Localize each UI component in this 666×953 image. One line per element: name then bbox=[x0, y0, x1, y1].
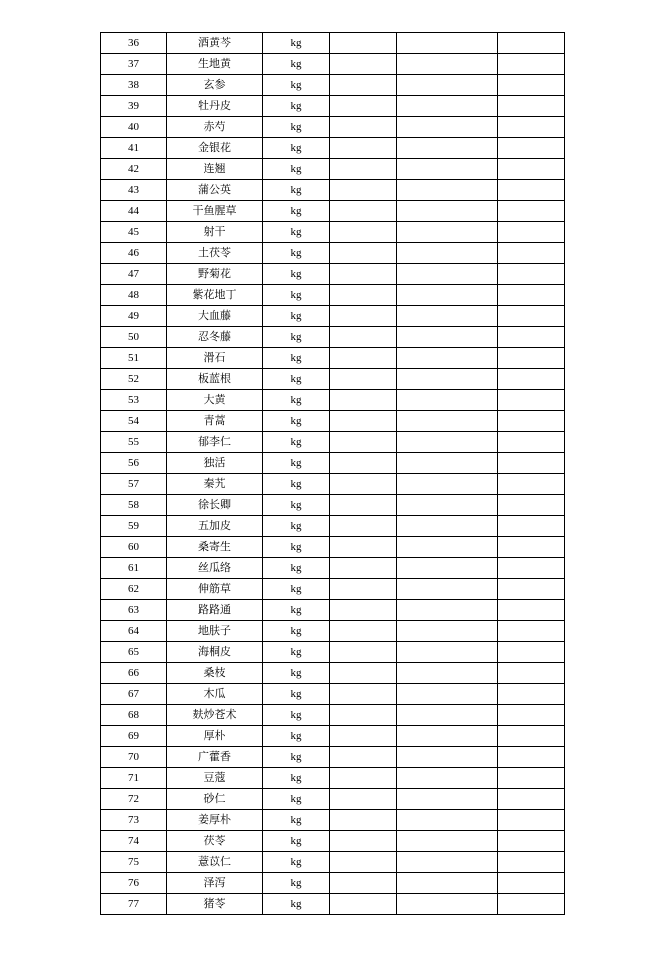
remark-cell bbox=[498, 852, 565, 873]
table-row bbox=[101, 180, 565, 201]
item-number-cell: 41 bbox=[101, 138, 167, 159]
table-row bbox=[101, 663, 565, 684]
herb-price-table bbox=[100, 32, 565, 915]
quantity-cell bbox=[330, 642, 397, 663]
item-number-cell: 75 bbox=[101, 852, 167, 873]
item-number-cell: 66 bbox=[101, 663, 167, 684]
unit-cell: kg bbox=[263, 117, 330, 138]
herb-name-cell: 射干 bbox=[167, 222, 263, 243]
table-row bbox=[101, 411, 565, 432]
item-number-cell: 55 bbox=[101, 432, 167, 453]
quantity-cell bbox=[330, 558, 397, 579]
price-cell bbox=[397, 33, 498, 54]
remark-cell bbox=[498, 537, 565, 558]
item-number-cell: 58 bbox=[101, 495, 167, 516]
item-number-cell: 45 bbox=[101, 222, 167, 243]
item-number-cell: 42 bbox=[101, 159, 167, 180]
price-cell bbox=[397, 537, 498, 558]
herb-name-cell: 砂仁 bbox=[167, 789, 263, 810]
table-row bbox=[101, 138, 565, 159]
unit-cell: kg bbox=[263, 684, 330, 705]
price-cell bbox=[397, 306, 498, 327]
unit-cell: kg bbox=[263, 201, 330, 222]
item-number-cell: 77 bbox=[101, 894, 167, 915]
remark-cell bbox=[498, 411, 565, 432]
table-row bbox=[101, 852, 565, 873]
price-cell bbox=[397, 873, 498, 894]
remark-cell bbox=[498, 348, 565, 369]
unit-cell: kg bbox=[263, 327, 330, 348]
price-cell bbox=[397, 285, 498, 306]
remark-cell bbox=[498, 894, 565, 915]
item-number-cell: 53 bbox=[101, 390, 167, 411]
item-number-cell: 61 bbox=[101, 558, 167, 579]
unit-cell: kg bbox=[263, 579, 330, 600]
table-row bbox=[101, 495, 565, 516]
remark-cell bbox=[498, 495, 565, 516]
table-row bbox=[101, 558, 565, 579]
herb-name-cell: 牡丹皮 bbox=[167, 96, 263, 117]
item-number-cell: 62 bbox=[101, 579, 167, 600]
unit-cell: kg bbox=[263, 831, 330, 852]
price-cell bbox=[397, 768, 498, 789]
herb-name-cell: 木瓜 bbox=[167, 684, 263, 705]
table-row bbox=[101, 579, 565, 600]
table-row bbox=[101, 642, 565, 663]
item-number-cell: 72 bbox=[101, 789, 167, 810]
price-cell bbox=[397, 747, 498, 768]
price-cell bbox=[397, 558, 498, 579]
remark-cell bbox=[498, 222, 565, 243]
herb-name-cell: 滑石 bbox=[167, 348, 263, 369]
price-cell bbox=[397, 243, 498, 264]
quantity-cell bbox=[330, 705, 397, 726]
unit-cell: kg bbox=[263, 705, 330, 726]
quantity-cell bbox=[330, 327, 397, 348]
herb-name-cell: 大黄 bbox=[167, 390, 263, 411]
price-cell bbox=[397, 348, 498, 369]
quantity-cell bbox=[330, 726, 397, 747]
remark-cell bbox=[498, 75, 565, 96]
herb-name-cell: 紫花地丁 bbox=[167, 285, 263, 306]
quantity-cell bbox=[330, 369, 397, 390]
remark-cell bbox=[498, 159, 565, 180]
price-cell bbox=[397, 642, 498, 663]
item-number-cell: 69 bbox=[101, 726, 167, 747]
unit-cell: kg bbox=[263, 222, 330, 243]
table-row bbox=[101, 537, 565, 558]
quantity-cell bbox=[330, 663, 397, 684]
unit-cell: kg bbox=[263, 411, 330, 432]
unit-cell: kg bbox=[263, 138, 330, 159]
unit-cell: kg bbox=[263, 516, 330, 537]
item-number-cell: 47 bbox=[101, 264, 167, 285]
item-number-cell: 52 bbox=[101, 369, 167, 390]
item-number-cell: 36 bbox=[101, 33, 167, 54]
table-row bbox=[101, 684, 565, 705]
herb-name-cell: 豆蔻 bbox=[167, 768, 263, 789]
table-row bbox=[101, 348, 565, 369]
remark-cell bbox=[498, 558, 565, 579]
price-cell bbox=[397, 453, 498, 474]
quantity-cell bbox=[330, 117, 397, 138]
quantity-cell bbox=[330, 621, 397, 642]
quantity-cell bbox=[330, 537, 397, 558]
herb-name-cell: 酒黄芩 bbox=[167, 33, 263, 54]
herb-name-cell: 厚朴 bbox=[167, 726, 263, 747]
item-number-cell: 39 bbox=[101, 96, 167, 117]
table-row bbox=[101, 768, 565, 789]
remark-cell bbox=[498, 831, 565, 852]
price-cell bbox=[397, 684, 498, 705]
price-cell bbox=[397, 663, 498, 684]
herb-name-cell: 郁李仁 bbox=[167, 432, 263, 453]
herb-name-cell: 干鱼腥草 bbox=[167, 201, 263, 222]
herb-name-cell: 麸炒苍术 bbox=[167, 705, 263, 726]
remark-cell bbox=[498, 390, 565, 411]
quantity-cell bbox=[330, 579, 397, 600]
price-cell bbox=[397, 369, 498, 390]
unit-cell: kg bbox=[263, 180, 330, 201]
price-cell bbox=[397, 201, 498, 222]
table-row bbox=[101, 117, 565, 138]
remark-cell bbox=[498, 474, 565, 495]
remark-cell bbox=[498, 600, 565, 621]
price-cell bbox=[397, 600, 498, 621]
remark-cell bbox=[498, 789, 565, 810]
unit-cell: kg bbox=[263, 768, 330, 789]
remark-cell bbox=[498, 117, 565, 138]
unit-cell: kg bbox=[263, 390, 330, 411]
price-cell bbox=[397, 726, 498, 747]
unit-cell: kg bbox=[263, 432, 330, 453]
price-cell bbox=[397, 474, 498, 495]
item-number-cell: 38 bbox=[101, 75, 167, 96]
remark-cell bbox=[498, 138, 565, 159]
price-cell bbox=[397, 789, 498, 810]
table-row bbox=[101, 390, 565, 411]
herb-name-cell: 桑寄生 bbox=[167, 537, 263, 558]
price-cell bbox=[397, 810, 498, 831]
table-row bbox=[101, 831, 565, 852]
remark-cell bbox=[498, 579, 565, 600]
quantity-cell bbox=[330, 768, 397, 789]
table-row bbox=[101, 789, 565, 810]
unit-cell: kg bbox=[263, 537, 330, 558]
item-number-cell: 57 bbox=[101, 474, 167, 495]
quantity-cell bbox=[330, 75, 397, 96]
unit-cell: kg bbox=[263, 159, 330, 180]
price-cell bbox=[397, 264, 498, 285]
table-row bbox=[101, 306, 565, 327]
item-number-cell: 49 bbox=[101, 306, 167, 327]
remark-cell bbox=[498, 54, 565, 75]
price-cell bbox=[397, 852, 498, 873]
table-row bbox=[101, 33, 565, 54]
price-cell bbox=[397, 117, 498, 138]
remark-cell bbox=[498, 768, 565, 789]
quantity-cell bbox=[330, 474, 397, 495]
quantity-cell bbox=[330, 159, 397, 180]
table-row bbox=[101, 726, 565, 747]
remark-cell bbox=[498, 369, 565, 390]
remark-cell bbox=[498, 180, 565, 201]
item-number-cell: 54 bbox=[101, 411, 167, 432]
unit-cell: kg bbox=[263, 264, 330, 285]
unit-cell: kg bbox=[263, 600, 330, 621]
remark-cell bbox=[498, 705, 565, 726]
unit-cell: kg bbox=[263, 894, 330, 915]
price-cell bbox=[397, 159, 498, 180]
herb-name-cell: 大血藤 bbox=[167, 306, 263, 327]
table-row bbox=[101, 159, 565, 180]
quantity-cell bbox=[330, 894, 397, 915]
item-number-cell: 71 bbox=[101, 768, 167, 789]
remark-cell bbox=[498, 642, 565, 663]
price-cell bbox=[397, 327, 498, 348]
quantity-cell bbox=[330, 516, 397, 537]
table-row bbox=[101, 873, 565, 894]
quantity-cell bbox=[330, 285, 397, 306]
quantity-cell bbox=[330, 600, 397, 621]
remark-cell bbox=[498, 306, 565, 327]
herb-name-cell: 广藿香 bbox=[167, 747, 263, 768]
unit-cell: kg bbox=[263, 789, 330, 810]
price-cell bbox=[397, 894, 498, 915]
quantity-cell bbox=[330, 432, 397, 453]
remark-cell bbox=[498, 663, 565, 684]
table-row bbox=[101, 432, 565, 453]
remark-cell bbox=[498, 243, 565, 264]
item-number-cell: 56 bbox=[101, 453, 167, 474]
herb-name-cell: 五加皮 bbox=[167, 516, 263, 537]
herb-name-cell: 地肤子 bbox=[167, 621, 263, 642]
herb-name-cell: 猪苓 bbox=[167, 894, 263, 915]
herb-name-cell: 秦艽 bbox=[167, 474, 263, 495]
herb-name-cell: 板蓝根 bbox=[167, 369, 263, 390]
herb-name-cell: 青蒿 bbox=[167, 411, 263, 432]
unit-cell: kg bbox=[263, 243, 330, 264]
remark-cell bbox=[498, 201, 565, 222]
table-row bbox=[101, 747, 565, 768]
price-cell bbox=[397, 138, 498, 159]
remark-cell bbox=[498, 432, 565, 453]
table-row bbox=[101, 894, 565, 915]
unit-cell: kg bbox=[263, 306, 330, 327]
quantity-cell bbox=[330, 306, 397, 327]
price-cell bbox=[397, 495, 498, 516]
herb-name-cell: 海桐皮 bbox=[167, 642, 263, 663]
unit-cell: kg bbox=[263, 348, 330, 369]
price-cell bbox=[397, 180, 498, 201]
table-row bbox=[101, 705, 565, 726]
quantity-cell bbox=[330, 684, 397, 705]
remark-cell bbox=[498, 264, 565, 285]
table-row bbox=[101, 285, 565, 306]
item-number-cell: 74 bbox=[101, 831, 167, 852]
item-number-cell: 46 bbox=[101, 243, 167, 264]
table-row bbox=[101, 222, 565, 243]
remark-cell bbox=[498, 285, 565, 306]
herb-name-cell: 路路通 bbox=[167, 600, 263, 621]
unit-cell: kg bbox=[263, 75, 330, 96]
quantity-cell bbox=[330, 453, 397, 474]
quantity-cell bbox=[330, 96, 397, 117]
remark-cell bbox=[498, 810, 565, 831]
herb-name-cell: 桑枝 bbox=[167, 663, 263, 684]
quantity-cell bbox=[330, 33, 397, 54]
unit-cell: kg bbox=[263, 747, 330, 768]
price-cell bbox=[397, 96, 498, 117]
quantity-cell bbox=[330, 222, 397, 243]
herb-name-cell: 薏苡仁 bbox=[167, 852, 263, 873]
price-cell bbox=[397, 579, 498, 600]
item-number-cell: 44 bbox=[101, 201, 167, 222]
item-number-cell: 37 bbox=[101, 54, 167, 75]
remark-cell bbox=[498, 726, 565, 747]
unit-cell: kg bbox=[263, 285, 330, 306]
herb-name-cell: 土茯苓 bbox=[167, 243, 263, 264]
quantity-cell bbox=[330, 201, 397, 222]
table-row bbox=[101, 201, 565, 222]
quantity-cell bbox=[330, 747, 397, 768]
table-row bbox=[101, 600, 565, 621]
remark-cell bbox=[498, 621, 565, 642]
quantity-cell bbox=[330, 390, 397, 411]
herb-name-cell: 蒲公英 bbox=[167, 180, 263, 201]
unit-cell: kg bbox=[263, 810, 330, 831]
unit-cell: kg bbox=[263, 558, 330, 579]
herb-name-cell: 金银花 bbox=[167, 138, 263, 159]
remark-cell bbox=[498, 516, 565, 537]
table-row bbox=[101, 327, 565, 348]
table-row bbox=[101, 96, 565, 117]
remark-cell bbox=[498, 873, 565, 894]
remark-cell bbox=[498, 684, 565, 705]
table-row bbox=[101, 453, 565, 474]
quantity-cell bbox=[330, 264, 397, 285]
unit-cell: kg bbox=[263, 663, 330, 684]
remark-cell bbox=[498, 327, 565, 348]
unit-cell: kg bbox=[263, 726, 330, 747]
herb-name-cell: 徐长卿 bbox=[167, 495, 263, 516]
item-number-cell: 59 bbox=[101, 516, 167, 537]
herb-name-cell: 茯苓 bbox=[167, 831, 263, 852]
item-number-cell: 43 bbox=[101, 180, 167, 201]
remark-cell bbox=[498, 747, 565, 768]
item-number-cell: 50 bbox=[101, 327, 167, 348]
price-cell bbox=[397, 621, 498, 642]
item-number-cell: 51 bbox=[101, 348, 167, 369]
quantity-cell bbox=[330, 810, 397, 831]
herb-name-cell: 伸筋草 bbox=[167, 579, 263, 600]
price-cell bbox=[397, 54, 498, 75]
table-row bbox=[101, 369, 565, 390]
unit-cell: kg bbox=[263, 642, 330, 663]
item-number-cell: 68 bbox=[101, 705, 167, 726]
item-number-cell: 73 bbox=[101, 810, 167, 831]
price-cell bbox=[397, 390, 498, 411]
herb-name-cell: 生地黄 bbox=[167, 54, 263, 75]
item-number-cell: 40 bbox=[101, 117, 167, 138]
table-body bbox=[101, 33, 565, 915]
herb-name-cell: 忍冬藤 bbox=[167, 327, 263, 348]
table-row bbox=[101, 54, 565, 75]
item-number-cell: 64 bbox=[101, 621, 167, 642]
herb-name-cell: 丝瓜络 bbox=[167, 558, 263, 579]
quantity-cell bbox=[330, 138, 397, 159]
unit-cell: kg bbox=[263, 33, 330, 54]
unit-cell: kg bbox=[263, 873, 330, 894]
remark-cell bbox=[498, 33, 565, 54]
table-row bbox=[101, 243, 565, 264]
table-row bbox=[101, 516, 565, 537]
table-row bbox=[101, 621, 565, 642]
price-cell bbox=[397, 75, 498, 96]
unit-cell: kg bbox=[263, 852, 330, 873]
herb-name-cell: 独活 bbox=[167, 453, 263, 474]
herb-name-cell: 野菊花 bbox=[167, 264, 263, 285]
unit-cell: kg bbox=[263, 495, 330, 516]
unit-cell: kg bbox=[263, 54, 330, 75]
quantity-cell bbox=[330, 54, 397, 75]
quantity-cell bbox=[330, 180, 397, 201]
price-cell bbox=[397, 705, 498, 726]
herb-name-cell: 玄参 bbox=[167, 75, 263, 96]
herb-name-cell: 泽泻 bbox=[167, 873, 263, 894]
unit-cell: kg bbox=[263, 96, 330, 117]
quantity-cell bbox=[330, 831, 397, 852]
table-row bbox=[101, 264, 565, 285]
quantity-cell bbox=[330, 873, 397, 894]
price-cell bbox=[397, 411, 498, 432]
item-number-cell: 63 bbox=[101, 600, 167, 621]
item-number-cell: 76 bbox=[101, 873, 167, 894]
item-number-cell: 48 bbox=[101, 285, 167, 306]
unit-cell: kg bbox=[263, 369, 330, 390]
price-cell bbox=[397, 222, 498, 243]
quantity-cell bbox=[330, 243, 397, 264]
remark-cell bbox=[498, 96, 565, 117]
table-row bbox=[101, 810, 565, 831]
herb-name-cell: 赤芍 bbox=[167, 117, 263, 138]
quantity-cell bbox=[330, 348, 397, 369]
item-number-cell: 65 bbox=[101, 642, 167, 663]
quantity-cell bbox=[330, 789, 397, 810]
remark-cell bbox=[498, 453, 565, 474]
quantity-cell bbox=[330, 411, 397, 432]
unit-cell: kg bbox=[263, 474, 330, 495]
quantity-cell bbox=[330, 495, 397, 516]
unit-cell: kg bbox=[263, 621, 330, 642]
price-cell bbox=[397, 516, 498, 537]
price-cell bbox=[397, 432, 498, 453]
item-number-cell: 60 bbox=[101, 537, 167, 558]
herb-name-cell: 连翘 bbox=[167, 159, 263, 180]
item-number-cell: 70 bbox=[101, 747, 167, 768]
herb-name-cell: 姜厚朴 bbox=[167, 810, 263, 831]
table-row bbox=[101, 474, 565, 495]
table-row bbox=[101, 75, 565, 96]
price-cell bbox=[397, 831, 498, 852]
quantity-cell bbox=[330, 852, 397, 873]
unit-cell: kg bbox=[263, 453, 330, 474]
item-number-cell: 67 bbox=[101, 684, 167, 705]
